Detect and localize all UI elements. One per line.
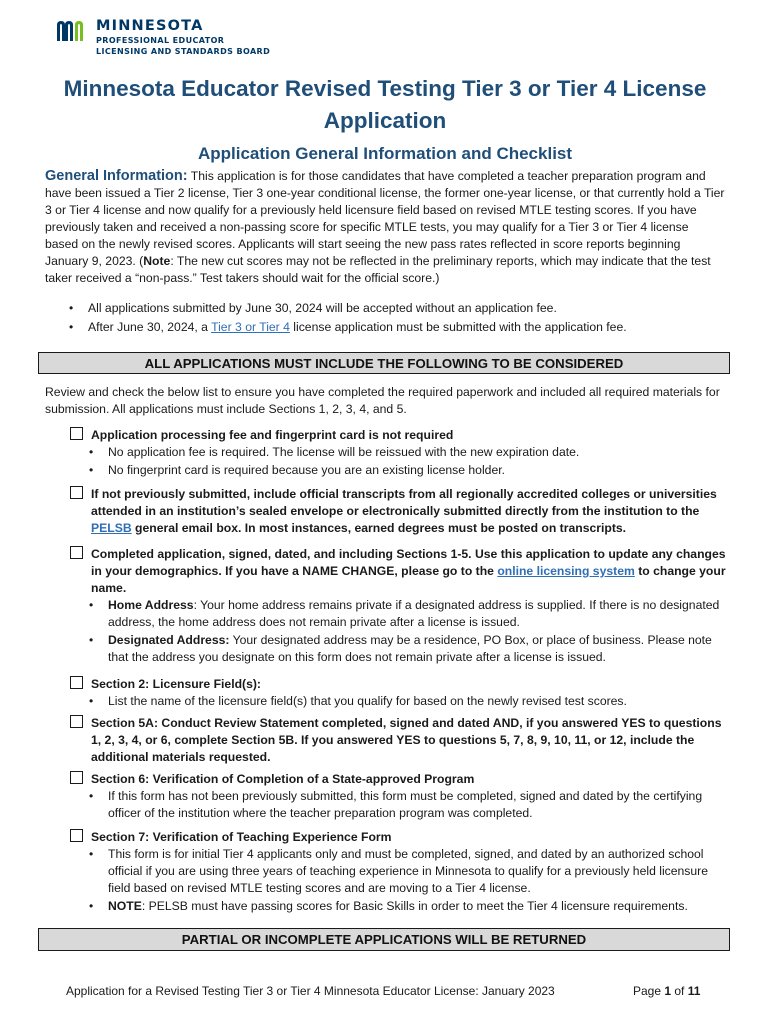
general-information-label: General Information: <box>45 168 188 184</box>
incomplete-applications-banner: PARTIAL OR INCOMPLETE APPLICATIONS WILL BE RETURNED <box>38 928 730 951</box>
checklist-item-transcripts <box>70 486 730 537</box>
list-item <box>66 300 726 317</box>
list-item <box>86 632 730 666</box>
logo-name: MINNESOTA <box>96 18 204 34</box>
section-2-heading: Section 2: Licensure Field(s): <box>91 677 261 691</box>
page-total: 11 <box>687 984 701 998</box>
checklist-item-section-2 <box>70 676 730 711</box>
section-7-checkbox[interactable] <box>70 829 83 842</box>
list-item <box>66 319 726 336</box>
section-5a-checkbox[interactable] <box>70 715 83 728</box>
section-6-checkbox[interactable] <box>70 771 83 784</box>
fee-bullet-1-text: All applications submitted by June 30, 2024 will be accepted without an application fee. <box>88 301 557 315</box>
designated-address-text: Your designated address may be a residence, PO Box, or place of business. Please note that the address you designate on this form does not remain private after a license is issued. <box>108 633 712 664</box>
intro-note-label: Note <box>143 254 171 268</box>
requirements-banner: ALL APPLICATIONS MUST INCLUDE THE FOLLOWING TO BE CONSIDERED <box>38 352 730 374</box>
transcripts-text-pre: If not previously submitted, include official transcripts from all regionally accredited colleges or universities attended in an institution’s sealed envelope or electronically submitted directly from the institution to the <box>91 487 717 518</box>
home-address-label: Home Address <box>108 598 194 612</box>
list-item <box>86 444 730 461</box>
page-title <box>40 73 730 137</box>
checklist-item-completed-application <box>70 546 730 667</box>
section-title: Application General Information and Checklist <box>197 144 573 163</box>
fee-bullet-no-fingerprint: No fingerprint card is required because you are an existing license holder. <box>108 463 505 477</box>
page-title-line-1: Minnesota Educator Revised Testing Tier 3 or Tier 4 License <box>63 76 707 101</box>
online-licensing-system-link[interactable]: online licensing system <box>497 564 635 578</box>
home-address-text: : Your home address remains private if a designated address is supplied. If there is no designated address, the home address does not remain private after a license is issued. <box>108 598 720 629</box>
fee-bullet-2-text-pre: After June 30, 2024, a <box>88 320 212 334</box>
list-item <box>86 788 730 822</box>
section-6-bullet: If this form has not been previously submitted, this form must be completed, signed and dated by the certifying officer of the institution where the teacher preparation program was completed. <box>108 789 703 820</box>
tier3-tier4-link[interactable]: Tier 3 or Tier 4 <box>211 320 290 334</box>
section-7-heading: Section 7: Verification of Teaching Experience Form <box>91 830 392 844</box>
checklist-item-fee <box>70 427 730 480</box>
page-number <box>633 984 700 998</box>
fee-bullet-2-text-post: license application must be submitted with the application fee. <box>289 320 627 334</box>
fee-bullet-list <box>66 300 726 338</box>
section-2-bullet: List the name of the licensure field(s) that you qualify for based on the newly revised test scores. <box>108 694 627 708</box>
checklist-item-fee-heading: Application processing fee and fingerprint card is not required <box>91 428 454 442</box>
logo-subtitle-1: PROFESSIONAL EDUCATOR <box>96 36 225 45</box>
checklist-item-section-7 <box>70 829 730 916</box>
checklist-item-section-6 <box>70 771 730 823</box>
page-title-line-2: Application <box>323 108 447 133</box>
fee-checkbox[interactable] <box>70 427 83 440</box>
completed-text-post: to change your name. <box>91 564 726 595</box>
checklist-item-section-5a <box>70 715 730 766</box>
list-item <box>86 846 730 897</box>
section-2-checkbox[interactable] <box>70 676 83 689</box>
intro-text-2: : The new cut scores may not be reflected in the preliminary reports, which may indicate that the test taker received a “non-pass.” Test takers should wait for the official score.) <box>45 254 711 285</box>
list-item <box>86 597 730 631</box>
page-word: Page <box>633 984 665 998</box>
designated-address-label: Designated Address: <box>108 633 230 647</box>
pelsb-logo <box>56 18 270 57</box>
list-item <box>86 462 730 479</box>
completed-application-checkbox[interactable] <box>70 546 83 559</box>
pelsb-email-link[interactable]: PELSB <box>91 521 132 535</box>
list-item <box>86 898 730 915</box>
of-word: of <box>671 984 688 998</box>
completed-text-pre: Completed application, signed, dated, and including Sections 1-5. Use this application to update any changes in your demographics. If you have a NAME CHANGE, please go to the <box>91 547 726 578</box>
list-item <box>86 693 730 710</box>
section-5a-heading: Section 5A: Conduct Review Statement completed, signed and dated AND, if you answered YES to questions 1, 2, 3, 4, or 6, complete Section 5B. If you answered YES to questions 5, 7, 8, 9, 10, 11, or 12, include the additional materials requested. <box>91 716 722 764</box>
intro-text-1: This application is for those candidates that have completed a teacher preparation program and have been issued a Tier 2 license, Tier 3 one-year conditional license, the former one-year license, or that currently hold a Tier 3 or Tier 4 license and now qualify for a previously held licensure field based on revised MTLE testing scores. If you have previously taken and received a non-passing score for specific MTLE tests, you may qualify for a Tier 3 or Tier 4 license based on the newly revised scores. Applicants will start seeing the new pass rates reflected in score reports beginning January 9, 2023. ( <box>45 169 725 268</box>
transcripts-checkbox[interactable] <box>70 486 83 499</box>
general-information <box>45 168 725 287</box>
section-7-bullet-1: This form is for initial Tier 4 applicants only and must be completed, signed, and dated by an authorized school official if you are using three years of teaching experience in Minnesota to qualify for a previously held licensure field based on revised MTLE testing scores and are moving to a Tier 4 license. <box>108 847 709 895</box>
logo-subtitle-2: LICENSING AND STANDARDS BOARD <box>96 46 271 56</box>
section-7-note-text: : PELSB must have passing scores for Basic Skills in order to meet the Tier 4 licensure requirements. <box>141 899 688 913</box>
fee-bullet-no-fee: No application fee is required. The license will be reissued with the new expiration date. <box>108 445 580 459</box>
review-instructions: Review and check the below list to ensure you have completed the required paperwork and included all required materials for submission. All applications must include Sections 1, 2, 3, 4, and 5. <box>45 385 720 416</box>
section-7-note-label: NOTE <box>108 899 142 913</box>
page-current: 1 <box>664 984 672 998</box>
minnesota-logo-icon <box>56 20 92 42</box>
footer-document-title: Application for a Revised Testing Tier 3 or Tier 4 Minnesota Educator License: January 2023 <box>66 984 555 998</box>
transcripts-text-post: general email box. In most instances, earned degrees must be posted on transcripts. <box>131 521 627 535</box>
section-6-heading: Section 6: Verification of Completion of a State-approved Program <box>91 772 475 786</box>
